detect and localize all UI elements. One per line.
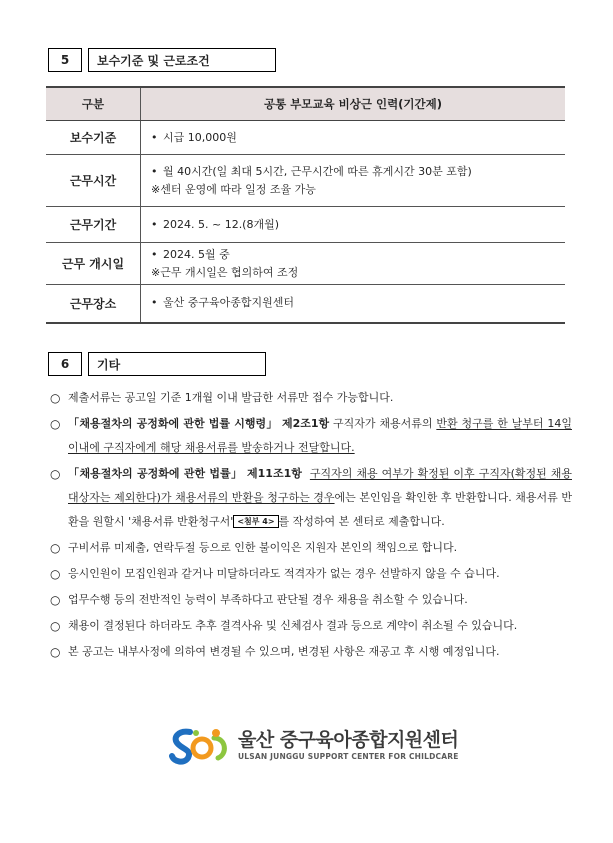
section-title: 보수기준 및 근로조건 [88, 48, 276, 72]
section-number: 5 [48, 48, 82, 72]
row-label: 근무기간 [46, 207, 141, 243]
header-category: 구분 [46, 87, 141, 121]
circle-bullet-icon: ○ [50, 619, 61, 633]
row-note: ※센터 운영에 따라 일정 조율 가능 [151, 182, 316, 196]
list-item: ○ 「채용절차의 공정화에 관한 법률」 제11조1항 구직자의 채용 여부가 확정된 이후 구직자(확정된 채용대상자는 제외한다)가 채용서류의 반환을 청구하는 경우에는 본인임을 확인한 후 반환합니다. 채용서류 반환을 원할시 '채용서류 반환청구서' <첨부 4> 를 작성하여 본 센터로 제출합니다. [50, 462, 572, 534]
center-logo [168, 724, 459, 766]
other-notes-list [50, 386, 572, 666]
table-row [46, 243, 565, 285]
row-value: • 울산 중구육아종합지원센터 [141, 285, 566, 323]
section-6-heading [48, 352, 266, 376]
row-bullet-text: 월 40시간(일 최대 5시간, 근무시간에 따른 휴게시간 30분 포함) [163, 164, 472, 178]
list-item: ○ 본 공고는 내부사정에 의하여 변경될 수 있으며, 변경된 사항은 재공고 후 시행 예정입니다. [50, 640, 572, 664]
attachment-tag: <첨부 4> [233, 515, 278, 528]
list-item: ○ 「채용절차의 공정화에 관한 법률 시행령」 제2조1항 구직자가 채용서류의 반환 청구를 한 날부터 14일 이내에 구직자에게 해당 채용서류를 발송하거나 전달합니다. [50, 412, 572, 460]
table-row [46, 155, 565, 207]
row-bullet-text: 2024. 5월 중 [163, 247, 230, 261]
circle-bullet-icon: ○ [50, 593, 61, 607]
list-item: ○ 채용이 결정된다 하더라도 추후 결격사유 및 신체검사 결과 등으로 계약이 취소될 수 있습니다. [50, 614, 572, 638]
header-position: 공통 부모교육 비상근 인력(기간제) [141, 87, 566, 121]
row-label: 보수기준 [46, 121, 141, 155]
row-bullet-text: 2024. 5. ~ 12.(8개월) [163, 217, 280, 231]
logo-name-english: ULSAN JUNGGU SUPPORT CENTER FOR CHILDCARE [238, 752, 459, 761]
row-value: • 2024. 5월 중 ※근무 개시일은 협의하여 조정 [141, 243, 566, 285]
row-bullet-text: 울산 중구육아종합지원센터 [163, 296, 295, 310]
row-note: ※근무 개시일은 협의하여 조정 [151, 265, 299, 279]
section-5-heading [48, 48, 276, 72]
list-item: ○ 응시인원이 모집인원과 같거나 미달하더라도 적격자가 없는 경우 선발하지 않을 수 습니다. [50, 562, 572, 586]
list-item: ○ 업무수행 등의 전반적인 능력이 부족하다고 판단될 경우 채용을 취소할 수 있습니다. [50, 588, 572, 612]
circle-bullet-icon: ○ [50, 645, 61, 659]
table-row [46, 285, 565, 323]
circle-bullet-icon: ○ [50, 391, 61, 405]
table-row [46, 121, 565, 155]
row-value: • 시급 10,000원 [141, 121, 566, 155]
list-item: ○ 제출서류는 공고일 기준 1개월 이내 발급한 서류만 접수 가능합니다. [50, 386, 572, 410]
circle-bullet-icon: ○ [50, 541, 61, 555]
row-label: 근무장소 [46, 285, 141, 323]
list-item: ○ 구비서류 미제출, 연락두절 등으로 인한 불이익은 지원자 본인의 책임으로 합니다. [50, 536, 572, 560]
logo-name-korean: 울산 중구육아종합지원센터 [238, 729, 459, 751]
section-title: 기타 [88, 352, 266, 376]
circle-bullet-icon: ○ [50, 567, 61, 581]
table-header-row [46, 87, 565, 121]
center-logo-icon [168, 724, 230, 766]
circle-bullet-icon: ○ [50, 417, 61, 431]
row-label: 근무시간 [46, 155, 141, 207]
circle-bullet-icon: ○ [50, 467, 61, 481]
row-label: 근무 개시일 [46, 243, 141, 285]
table-row [46, 207, 565, 243]
row-value: • 2024. 5. ~ 12.(8개월) [141, 207, 566, 243]
row-bullet-text: 시급 10,000원 [163, 130, 237, 144]
work-conditions-table [46, 86, 565, 324]
section-number: 6 [48, 352, 82, 376]
row-value: • 월 40시간(일 최대 5시간, 근무시간에 따른 휴게시간 30분 포함) ※센터 운영에 따라 일정 조율 가능 [141, 155, 566, 207]
